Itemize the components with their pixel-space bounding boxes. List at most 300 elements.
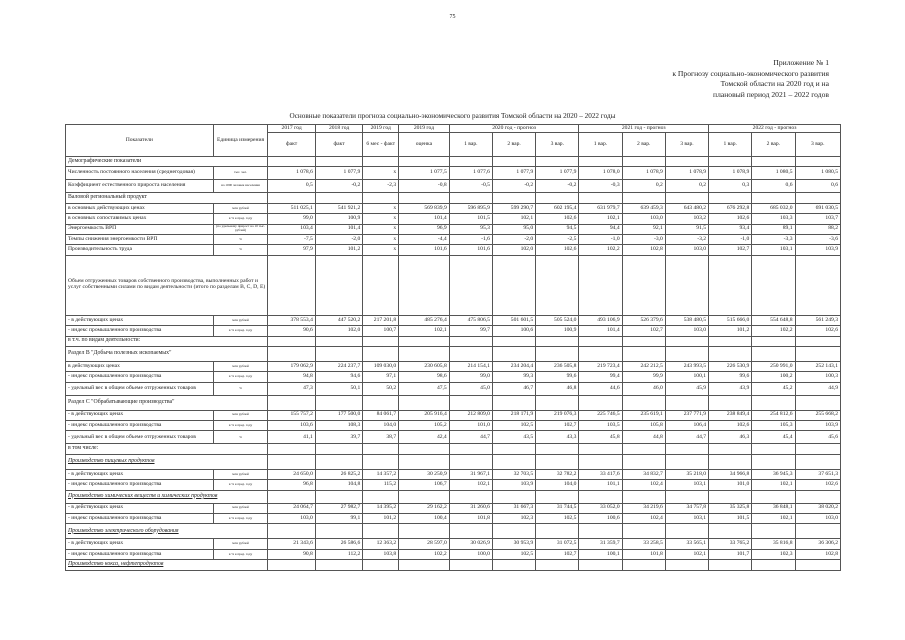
value-cell: 217 201,8 [363, 315, 399, 325]
empty-cell [795, 255, 840, 315]
empty-cell [665, 395, 708, 410]
value-cell: -3,3 [752, 234, 795, 244]
value-cell: -1,0 [709, 234, 752, 244]
value-cell: 95,0 [492, 224, 535, 234]
appendix-line: Томской области на 2020 год и на [720, 79, 829, 88]
value-cell: 14 357,2 [363, 469, 399, 479]
empty-cell [449, 560, 492, 570]
empty-cell [315, 454, 362, 469]
empty-cell [536, 444, 579, 454]
value-cell: x [363, 167, 399, 180]
empty-cell [622, 336, 665, 346]
value-cell: 100,1 [665, 372, 708, 382]
value-cell: 100,6 [579, 514, 622, 524]
section-row [66, 336, 841, 346]
row-label: - в действующих ценах [66, 503, 214, 513]
value-cell: 102,2 [579, 245, 622, 255]
value-cell: 26 586,6 [315, 539, 362, 549]
value-cell: 102,1 [579, 214, 622, 224]
header-variant: 2 вар. [752, 133, 795, 157]
empty-cell [752, 193, 795, 203]
row-label: Коэффициент естественного прироста населения [66, 180, 214, 193]
value-cell: 44,8 [622, 431, 665, 444]
empty-cell [363, 193, 399, 203]
empty-cell [363, 255, 399, 315]
value-cell: 155 757,2 [268, 410, 315, 420]
value-cell: 31 260,6 [449, 503, 492, 513]
row-label: - индекс промышленного производства [66, 514, 214, 524]
table-row [66, 539, 841, 549]
value-cell: 99,3 [492, 372, 535, 382]
value-cell: 238 849,4 [709, 410, 752, 420]
row-label: - в действующих ценах [66, 410, 214, 420]
row-label: - в действующих ценах [66, 315, 214, 325]
value-cell: 225 746,5 [579, 410, 622, 420]
value-cell: 102,6 [536, 245, 579, 255]
row-label: Производство кокса, нефтепродуктов [66, 560, 268, 570]
empty-cell [795, 560, 840, 570]
value-cell: 50,2 [363, 382, 399, 395]
value-cell: 103,0 [665, 245, 708, 255]
value-cell: 103,4 [268, 224, 315, 234]
table-row [66, 421, 841, 431]
value-cell: 112,2 [315, 549, 362, 559]
value-cell: 30 953,9 [492, 539, 535, 549]
empty-cell [536, 454, 579, 469]
empty-cell [665, 336, 708, 346]
row-unit: млн рублей [213, 410, 268, 420]
value-cell: -1,6 [449, 234, 492, 244]
appendix-line: к Прогнозу социально-экономического развития [672, 68, 829, 78]
value-cell: 50,1 [315, 382, 362, 395]
value-cell: 100,9 [536, 326, 579, 336]
row-unit: в % к пред. году [213, 326, 268, 336]
row-unit: в % к пред. году [213, 549, 268, 559]
value-cell: 214 154,1 [449, 361, 492, 371]
row-label: Объем отгруженных товаров собственного производства, выполненных работ и услуг собственными силами по видам деятельности (итого по разделам B, C, D, E) [66, 255, 268, 315]
empty-cell [315, 560, 362, 570]
empty-cell [795, 454, 840, 469]
row-unit: в % к пред. году [213, 514, 268, 524]
value-cell: 28 597,0 [399, 539, 450, 549]
value-cell: x [363, 203, 399, 213]
row-unit: млн рублей [213, 503, 268, 513]
value-cell: 102,5 [492, 549, 535, 559]
value-cell: 212 809,0 [449, 410, 492, 420]
empty-cell [268, 560, 315, 570]
row-unit: в % к пред. году [213, 421, 268, 431]
value-cell: 33 765,2 [709, 539, 752, 549]
value-cell: x [363, 234, 399, 244]
empty-cell [315, 193, 362, 203]
empty-cell [315, 444, 362, 454]
value-cell: 242 212,5 [622, 361, 665, 371]
value-cell: x [363, 214, 399, 224]
empty-cell [622, 490, 665, 503]
value-cell: 12 363,2 [363, 539, 399, 549]
section-row [66, 524, 841, 539]
row-label: Валовой региональный продукт [66, 193, 268, 203]
value-cell: x [363, 224, 399, 234]
header-variant: 3 вар. [795, 133, 840, 157]
header-variant: 1 вар. [709, 133, 752, 157]
value-cell: 1 077,9 [536, 167, 579, 180]
header-indicator: Показатели [66, 125, 214, 157]
value-cell: 101,4 [579, 326, 622, 336]
value-cell: 243 993,5 [665, 361, 708, 371]
value-cell: 102,3 [492, 514, 535, 524]
empty-cell [268, 490, 315, 503]
value-cell: 493 106,9 [579, 315, 622, 325]
row-unit: % [213, 234, 268, 244]
empty-cell [622, 255, 665, 315]
table-title: Основные показатели прогноза социально-экономического развития Томской области на 2020 – 2022 годы [289, 112, 616, 120]
value-cell: 1 077,9 [492, 167, 535, 180]
value-cell: 104,8 [315, 480, 362, 490]
value-cell: 33 258,5 [622, 539, 665, 549]
value-cell: 102,7 [536, 421, 579, 431]
empty-cell [752, 255, 795, 315]
value-cell: 1 078,9 [665, 167, 708, 180]
empty-cell [449, 193, 492, 203]
value-cell: 101,2 [363, 514, 399, 524]
value-cell: 24 650,0 [268, 469, 315, 479]
row-label: - индекс промышленного производства [66, 372, 214, 382]
empty-cell [268, 157, 315, 167]
value-cell: 1 078,9 [622, 167, 665, 180]
value-cell: 378 553,4 [268, 315, 315, 325]
table-row [66, 514, 841, 524]
value-cell: 102,8 [622, 245, 665, 255]
row-unit: тыс. чел. [213, 167, 268, 180]
value-cell: 45,2 [752, 382, 795, 395]
empty-cell [622, 444, 665, 454]
value-cell: 685 032,0 [752, 203, 795, 213]
value-cell: 93,4 [709, 224, 752, 234]
value-cell: 101,6 [449, 245, 492, 255]
value-cell: -0,5 [449, 180, 492, 193]
value-cell: 103,9 [795, 421, 840, 431]
row-label: - в действующих ценах [66, 539, 214, 549]
value-cell: 102,4 [622, 480, 665, 490]
empty-cell [752, 560, 795, 570]
value-cell: 29 162,2 [399, 503, 450, 513]
header-2021: 2021 год - прогноз [579, 125, 709, 133]
value-cell: 95,3 [449, 224, 492, 234]
empty-cell [709, 524, 752, 539]
value-cell: 31 744,5 [536, 503, 579, 513]
row-unit: млн рублей [213, 539, 268, 549]
section-row [66, 193, 841, 203]
empty-cell [622, 193, 665, 203]
table-row [66, 549, 841, 559]
value-cell: 38,7 [363, 431, 399, 444]
empty-cell [709, 444, 752, 454]
value-cell: 99,4 [579, 372, 622, 382]
value-cell: 1 078,6 [268, 167, 315, 180]
value-cell: 0,6 [752, 180, 795, 193]
empty-cell [449, 255, 492, 315]
row-label: в том числе: [66, 444, 268, 454]
value-cell: 102,6 [795, 326, 840, 336]
row-unit: в % к пред. году [213, 372, 268, 382]
empty-cell [536, 336, 579, 346]
value-cell: 102,5 [536, 514, 579, 524]
value-cell: 102,7 [536, 549, 579, 559]
value-cell: 100,2 [752, 372, 795, 382]
value-cell: 35 816,8 [752, 539, 795, 549]
value-cell: 103,9 [795, 245, 840, 255]
value-cell: 39,7 [315, 431, 362, 444]
row-unit: на 1000 человек населения [213, 180, 268, 193]
empty-cell [709, 395, 752, 410]
empty-cell [709, 454, 752, 469]
value-cell: 103,2 [665, 214, 708, 224]
value-cell: 526 379,6 [622, 315, 665, 325]
empty-cell [492, 560, 535, 570]
value-cell: 102,6 [536, 214, 579, 224]
empty-cell [363, 336, 399, 346]
row-label: Раздел С "Обрабатывающие производства" [66, 395, 268, 410]
value-cell: 102,2 [399, 549, 450, 559]
page-number: 75 [449, 14, 456, 20]
empty-cell [622, 346, 665, 361]
empty-cell [665, 490, 708, 503]
value-cell: 100,4 [399, 514, 450, 524]
row-unit: (по удельному прирост на 10 тыс. рублей) [213, 224, 268, 234]
table-row [66, 315, 841, 325]
value-cell: 47,3 [268, 382, 315, 395]
empty-cell [579, 560, 622, 570]
empty-cell [536, 524, 579, 539]
value-cell: 101,2 [709, 326, 752, 336]
empty-cell [399, 395, 450, 410]
value-cell: -0,3 [579, 180, 622, 193]
value-cell: 99,1 [315, 514, 362, 524]
value-cell: -0,2 [536, 180, 579, 193]
value-cell: 43,9 [709, 382, 752, 395]
value-cell: -0,2 [315, 180, 362, 193]
table-row [66, 431, 841, 444]
empty-cell [536, 346, 579, 361]
value-cell: 104,0 [536, 480, 579, 490]
value-cell: 569 839,9 [399, 203, 450, 213]
value-cell: 643 480,2 [665, 203, 708, 213]
empty-cell [492, 346, 535, 361]
section-row [66, 560, 841, 570]
value-cell: -0,2 [492, 180, 535, 193]
value-cell: 541 921,2 [315, 203, 362, 213]
header-unit: Единица измерения [213, 125, 268, 157]
row-label: Темпы снижения энергоемкости ВРП [66, 234, 214, 244]
row-unit: в % к пред. году [213, 214, 268, 224]
value-cell: 30 026,9 [449, 539, 492, 549]
header-fact: факт [315, 133, 362, 157]
value-cell: 100,3 [795, 372, 840, 382]
table-row [66, 234, 841, 244]
empty-cell [665, 560, 708, 570]
table-row [66, 480, 841, 490]
value-cell: 46,3 [709, 431, 752, 444]
value-cell: 102,1 [665, 549, 708, 559]
table-row [66, 503, 841, 513]
row-unit: в % к пред. году [213, 480, 268, 490]
value-cell: 219 076,3 [536, 410, 579, 420]
value-cell: 21 343,6 [268, 539, 315, 549]
row-label: - удельный вес в общем объеме отгруженных товаров [66, 431, 214, 444]
value-cell: 179 062,9 [268, 361, 315, 371]
empty-cell [579, 255, 622, 315]
empty-cell [709, 346, 752, 361]
empty-cell [795, 395, 840, 410]
empty-cell [536, 193, 579, 203]
value-cell: 44,6 [579, 382, 622, 395]
value-cell: 676 292,8 [709, 203, 752, 213]
header-variant: 3 вар. [665, 133, 708, 157]
header-2019-est: 2019 год [399, 125, 450, 133]
value-cell: 631 979,7 [579, 203, 622, 213]
table-row [66, 361, 841, 371]
value-cell: 103,0 [622, 214, 665, 224]
empty-cell [268, 395, 315, 410]
value-cell: 30 250,9 [399, 469, 450, 479]
header-variant: 2 вар. [492, 133, 535, 157]
empty-cell [665, 524, 708, 539]
value-cell: 0,2 [665, 180, 708, 193]
value-cell: -2,3 [363, 180, 399, 193]
value-cell: 33 052,0 [579, 503, 622, 513]
empty-cell [795, 444, 840, 454]
row-label: Численность постоянного населения (среднегодовая) [66, 167, 214, 180]
row-unit: млн рублей [213, 203, 268, 213]
empty-cell [752, 395, 795, 410]
value-cell: 106,7 [399, 480, 450, 490]
empty-cell [579, 336, 622, 346]
row-label: в т.ч. по видам деятельности: [66, 336, 268, 346]
value-cell: 106,4 [665, 421, 708, 431]
value-cell: 102,7 [622, 326, 665, 336]
table-row [66, 326, 841, 336]
value-cell: 46,0 [622, 382, 665, 395]
header-2020: 2020 год - прогноз [449, 125, 579, 133]
value-cell: 226 530,9 [709, 361, 752, 371]
row-label: Раздел В "Добыча полезных ископаемых" [66, 346, 268, 361]
header-2018: 2018 год [315, 125, 362, 133]
empty-cell [399, 454, 450, 469]
empty-cell [315, 395, 362, 410]
empty-cell [709, 255, 752, 315]
row-label: Демографические показатели [66, 157, 268, 167]
empty-cell [665, 193, 708, 203]
empty-cell [579, 454, 622, 469]
empty-cell [492, 454, 535, 469]
value-cell: 97,9 [268, 245, 315, 255]
empty-cell [752, 490, 795, 503]
value-cell: 99,7 [449, 326, 492, 336]
value-cell: 88,2 [795, 224, 840, 234]
value-cell: 100,0 [449, 549, 492, 559]
empty-cell [709, 193, 752, 203]
value-cell: 35 218,0 [665, 469, 708, 479]
row-label: Производительность труда [66, 245, 214, 255]
value-cell: 103,0 [665, 326, 708, 336]
empty-cell [709, 157, 752, 167]
value-cell: 44,9 [795, 382, 840, 395]
empty-cell [795, 193, 840, 203]
empty-cell [492, 490, 535, 503]
empty-cell [363, 346, 399, 361]
value-cell: 511 025,1 [268, 203, 315, 213]
value-cell: 90,6 [268, 326, 315, 336]
header-fact: факт [268, 133, 315, 157]
value-cell: 254 812,6 [752, 410, 795, 420]
value-cell: -4,4 [399, 234, 450, 244]
value-cell: 44,7 [665, 431, 708, 444]
empty-cell [268, 336, 315, 346]
empty-cell [752, 157, 795, 167]
value-cell: 255 668,2 [795, 410, 840, 420]
value-cell: 599 290,7 [492, 203, 535, 213]
row-unit: % [213, 245, 268, 255]
value-cell: 84 061,7 [363, 410, 399, 420]
empty-cell [492, 336, 535, 346]
value-cell: 99,0 [268, 214, 315, 224]
value-cell: 102,1 [399, 326, 450, 336]
value-cell: 515 666,0 [709, 315, 752, 325]
empty-cell [399, 490, 450, 503]
header-variant: 2 вар. [622, 133, 665, 157]
row-label: Энергоемкость ВРП [66, 224, 214, 234]
value-cell: -2,5 [536, 234, 579, 244]
header-6m-fact: 6 мес - факт [363, 133, 399, 157]
empty-cell [622, 395, 665, 410]
value-cell: 103,1 [665, 514, 708, 524]
table-row [66, 245, 841, 255]
empty-cell [709, 490, 752, 503]
value-cell: 205 916,4 [399, 410, 450, 420]
value-cell: -3,6 [795, 234, 840, 244]
value-cell: 38 020,2 [795, 503, 840, 513]
empty-cell [315, 255, 362, 315]
empty-cell [363, 395, 399, 410]
value-cell: 1 078,9 [709, 167, 752, 180]
empty-cell [709, 560, 752, 570]
value-cell: 252 143,1 [795, 361, 840, 371]
value-cell: 36 945,3 [752, 469, 795, 479]
value-cell: 105,3 [752, 421, 795, 431]
value-cell: 0,3 [709, 180, 752, 193]
header-variant: 1 вар. [449, 133, 492, 157]
section-row [66, 346, 841, 361]
value-cell: 103,8 [363, 549, 399, 559]
empty-cell [622, 560, 665, 570]
value-cell: 102,1 [492, 214, 535, 224]
value-cell: 101,0 [449, 421, 492, 431]
empty-cell [268, 346, 315, 361]
value-cell: 31 072,5 [536, 539, 579, 549]
header-variant: 3 вар. [536, 133, 579, 157]
table-row [66, 214, 841, 224]
empty-cell [492, 157, 535, 167]
value-cell: 115,2 [363, 480, 399, 490]
value-cell: 103,9 [492, 480, 535, 490]
table-row [66, 224, 841, 234]
row-label: в действующих ценах [66, 361, 214, 371]
value-cell: 485 276,4 [399, 315, 450, 325]
value-cell: -2,0 [315, 234, 362, 244]
empty-cell [536, 395, 579, 410]
value-cell: 0,5 [268, 180, 315, 193]
